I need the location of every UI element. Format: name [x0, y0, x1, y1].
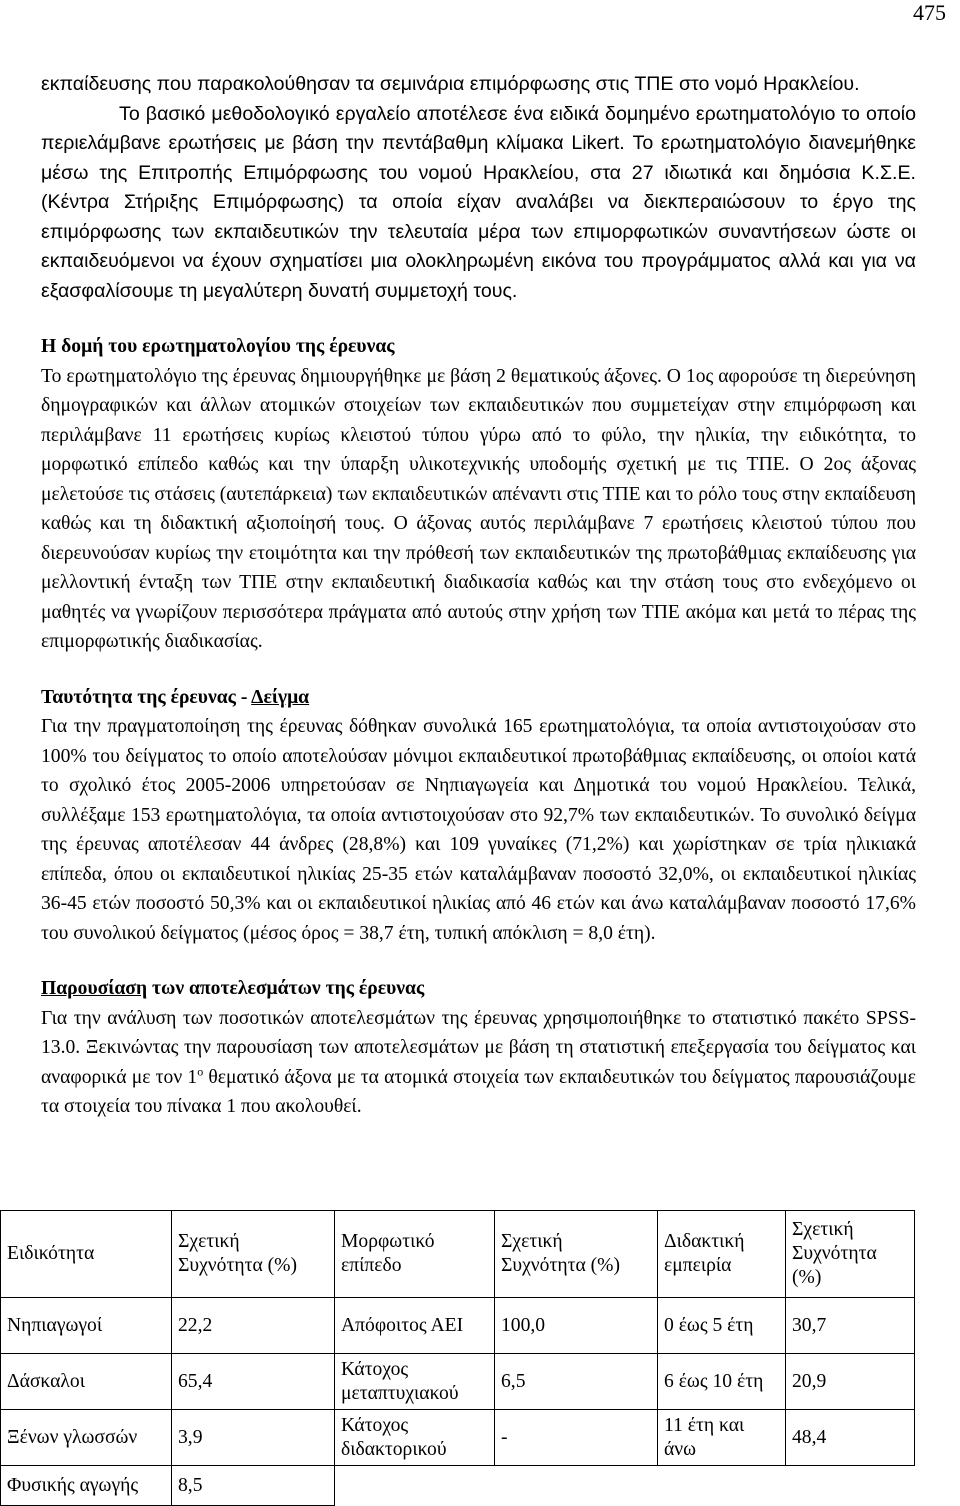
cell-frequency: 100,0 — [495, 1298, 658, 1354]
table-header-row — [1, 1211, 915, 1298]
paragraph-intro-end: εκπαίδευσης που παρακολούθησαν τα σεμινάρια επιμόρφωσης στις ΤΠΕ στο νομό Ηρακλείου. — [41, 73, 860, 95]
header-specialty: Ειδικότητα — [1, 1211, 172, 1298]
cell-frequency: - — [495, 1410, 658, 1466]
cell-specialty: Φυσικής αγωγής — [1, 1466, 172, 1506]
results-table — [0, 1210, 915, 1506]
paragraph-results-text-b: θεματικό άξονα με τα ατομικά στοιχεία των εκπαιδευτικών του δείγματος παρουσιάζουμε τα στοιχεία του πίνακα 1 που ακολουθεί. — [41, 1066, 916, 1117]
header-frequency-2: Σχετική Συχνότητα (%) — [495, 1211, 658, 1298]
cell-frequency: 3,9 — [172, 1410, 335, 1466]
header-education-level: Μορφωτικό επίπεδο — [335, 1211, 495, 1298]
table-row — [1, 1354, 915, 1410]
section-title-results — [41, 974, 916, 1004]
table-row — [1, 1410, 915, 1466]
cell-frequency: 20,9 — [786, 1354, 915, 1410]
section-title-sample-part2: Δείγμα — [251, 686, 310, 708]
section-title-sample — [41, 683, 916, 713]
paragraph-sample: Για την πραγματοποίηση της έρευνας δόθηκαν συνολικά 165 ερωτηματολόγια, τα οποία αντιστοιχούσαν στο 100% του δείγματος το οποίο αποτελούσαν μόνιμοι εκπαιδευτικοί πρωτοβάθμιας εκπαίδευσης, οι οποίοι κατά το σχολικό έτος 2005-2006 υπηρετούσαν σε Νηπιαγωγεία και Δημοτικά του νομού Ηρακλείου. Τελικά, συλλέξαμε 153 ερωτηματολόγια, τα οποία αντιστοιχούσαν στο 92,7% των εκπαιδευτικών. Το συνολικό δείγμα της έρευνας αποτέλεσαν 44 άνδρες (28,8%) και 109 γυναίκες (71,2%) και χωρίστηκαν σε τρία ηλικιακά επίπεδα, όπου οι εκπαιδευτικοί ηλικίας 25-35 ετών καταλάμβαναν ποσοστό 32,0%, οι εκπαιδευτικοί ηλικίας 36-45 ετών ποσοστό 50,3% και οι εκπαιδευτικοί ηλικίας από 46 ετών και άνω καταλάμβαναν ποσοστό 17,6% του συνολικού δείγματος (μέσος όρος = 38,7 έτη, τυπική απόκλιση = 8,0 έτη). — [41, 716, 916, 944]
section-title-questionnaire: Η δομή του ερωτηματολογίου της έρευνας — [41, 336, 395, 357]
section-title-results-part1: Παρουσίαση — [41, 978, 148, 999]
cell-specialty: Νηπιαγωγοί — [1, 1298, 172, 1354]
header-frequency-3: Σχετική Συχνότητα (%) — [786, 1211, 915, 1298]
cell-specialty: Δάσκαλοι — [1, 1354, 172, 1410]
section-title-sample-part1: Ταυτότητα της έρευνας - — [41, 686, 252, 708]
cell-specialty: Ξένων γλωσσών — [1, 1410, 172, 1466]
cell-education: Κάτοχος μεταπτυχιακού — [335, 1354, 495, 1410]
paragraph-results-text-a: Για την ανάλυση των ποσοτικών αποτελεσμάτων της έρευνας χρησιμοποιήθηκε το στατιστικό πακέτο SPSS-13.0. Ξεκινώντας την παρουσίαση των αποτελεσμάτων με βάση τη στατιστική επεξεργασία του δείγματος και αναφορικά με τον 1 — [41, 1007, 916, 1088]
header-teaching-experience: Διδακτική εμπειρία — [658, 1211, 786, 1298]
ordinal-superscript: ο — [197, 1063, 204, 1078]
cell-experience: 6 έως 10 έτη — [658, 1354, 786, 1410]
document-body — [41, 70, 916, 1122]
cell-frequency: 8,5 — [172, 1466, 335, 1506]
cell-education: Απόφοιτος ΑΕΙ — [335, 1298, 495, 1354]
header-frequency-1: Σχετική Συχνότητα (%) — [172, 1211, 335, 1298]
paragraph-questionnaire: Το ερωτηματολόγιο της έρευνας δημιουργήθηκε με βάση 2 θεματικούς άξονες. Ο 1ος αφορούσε τη διερεύνηση δημογραφικών και άλλων ατομικών στοιχείων των εκπαιδευτικών που συμμετείχαν στην επιμόρφωση και περιλάμβανε 11 ερωτήσεις κυρίως κλειστού τύπου γύρω από το φύλο, την ηλικία, την ειδικότητα, το μορφωτικό επίπεδο καθώς και την ύπαρξη υλικοτεχνικής υποδομής σχετική με τις ΤΠΕ. Ο 2ος άξονας μελετούσε τις στάσεις (αυτεπάρκεια) των εκπαιδευτικών απέναντι στις ΤΠΕ και το ρόλο τους στην εκπαίδευση καθώς και τη διδακτική αξιοποίησή τους. Ο άξονας αυτός περιλάμβανε 7 ερωτήσεις κλειστού τύπου που διερευνούσαν κυρίως την ετοιμότητα και την πρόθεσή των εκπαιδευτικών της πρωτοβάθμιας εκπαίδευσης για μελλοντική ένταξη των ΤΠΕ στην εκπαιδευτική διαδικασία καθώς και την στάση τους στο ενδεχόμενο οι μαθητές να γνωρίζουν περισσότερα πράγματα από αυτούς στην χρήση των ΤΠΕ ακόμα και μετά το πέρας της επιμορφωτικής διαδικασίας. — [41, 365, 916, 652]
cell-frequency: 48,4 — [786, 1410, 915, 1466]
cell-frequency: 30,7 — [786, 1298, 915, 1354]
paragraph-results — [41, 1004, 916, 1122]
cell-frequency: 6,5 — [495, 1354, 658, 1410]
cell-frequency: 22,2 — [172, 1298, 335, 1354]
cell-education: Κάτοχος διδακτορικού — [335, 1410, 495, 1466]
table-row — [1, 1298, 915, 1354]
section-title-results-part2: των αποτελεσμάτων της έρευνας — [147, 978, 425, 999]
page-number: 475 — [913, 0, 946, 25]
cell-experience: 11 έτη και άνω — [658, 1410, 786, 1466]
table-row — [1, 1466, 915, 1506]
cell-frequency: 65,4 — [172, 1354, 335, 1410]
cell-experience: 0 έως 5 έτη — [658, 1298, 786, 1354]
paragraph-methodology: Το βασικό μεθοδολογικό εργαλείο αποτέλεσε ένα ειδικά δομημένο ερωτηματολόγιο το οποίο περιελάμβανε ερωτήσεις με βάση την πεντάβαθμη κλίμακα Likert. Το ερωτηματολόγιο διανεμήθηκε μέσω της Επιτροπής Επιμόρφωσης του νομού Ηρακλείου, στα 27 ιδιωτικά και δημόσια Κ.Σ.Ε. (Κέντρα Στήριξης Επιμόρφωσης) τα οποία είχαν αναλάβει να διεκπεραιώσουν το έργο της επιμόρφωσης των εκπαιδευτικών την τελευταία μέρα των επιμορφωτικών συναντήσεων ώστε οι εκπαιδευόμενοι να έχουν σχηματίσει μια ολοκληρωμένη εικόνα του προγράμματος αλλά και για να εξασφαλίσουμε τη μεγαλύτερη δυνατή συμμετοχή τους. — [41, 102, 916, 302]
